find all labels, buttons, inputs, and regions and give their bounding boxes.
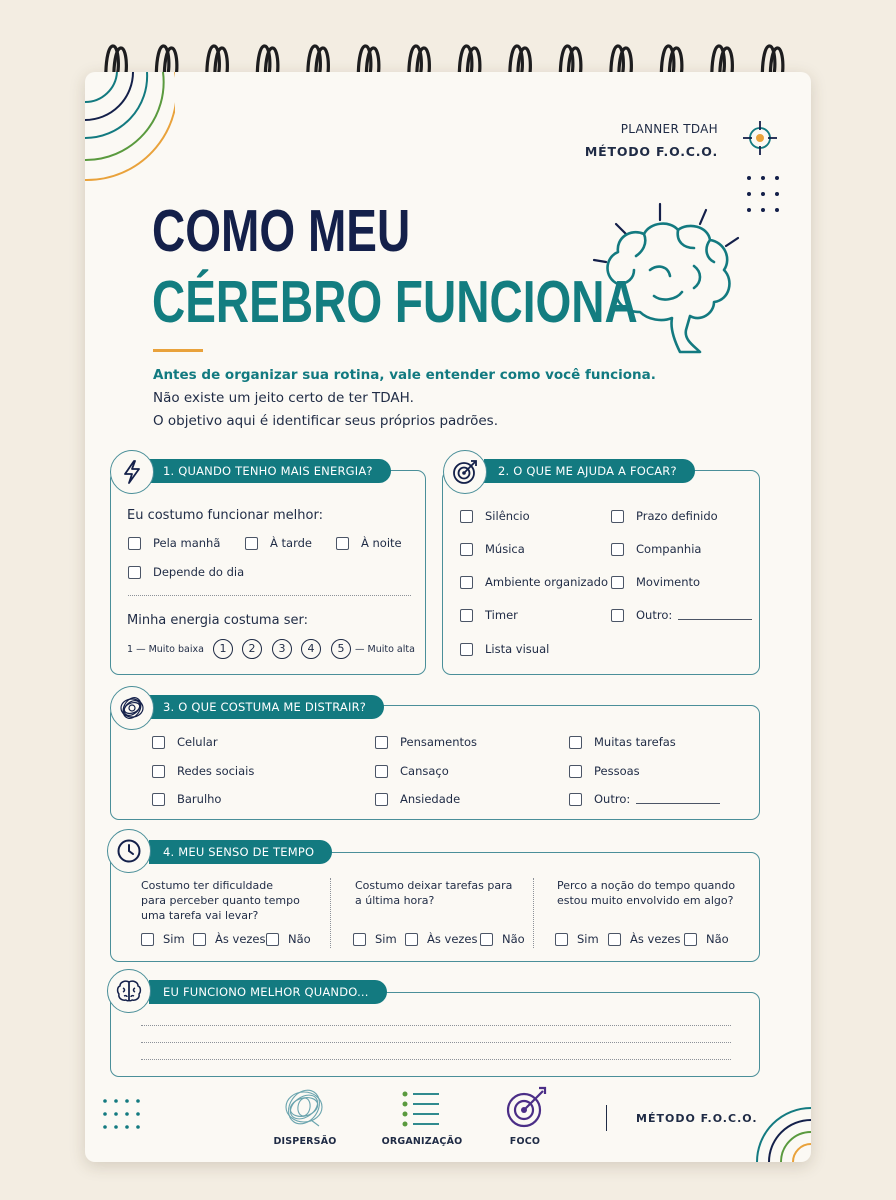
- footer-foco: FOCO: [509, 1136, 541, 1147]
- q3-nao[interactable]: [684, 932, 729, 946]
- energy-prompt: Eu costumo funcionar melhor:: [127, 508, 323, 523]
- intro-line-3: O objetivo aqui é identificar seus próprios padrões.: [153, 413, 499, 429]
- section-time-title: 4. MEU SENSO DE TEMPO: [149, 840, 332, 864]
- scale-3[interactable]: 3: [272, 639, 292, 659]
- time-question-1: Costumo ter dificuldade para perceber quanto tempo uma tarefa vai levar?: [141, 879, 300, 922]
- checkbox[interactable]: [480, 933, 493, 946]
- brain-icon: [590, 200, 750, 360]
- checkbox[interactable]: [611, 576, 624, 589]
- planner-label: PLANNER TDAH: [620, 122, 718, 136]
- checkbox[interactable]: [375, 793, 388, 806]
- checkbox[interactable]: [141, 933, 154, 946]
- checkbox[interactable]: [460, 643, 473, 656]
- column-divider: [533, 878, 534, 948]
- focus-ambiente-organizado[interactable]: [460, 575, 608, 589]
- checklist-icon: [401, 1089, 443, 1129]
- checkbox[interactable]: [405, 933, 418, 946]
- target-icon-circle: [443, 450, 487, 494]
- scale-high-label: — Muito alta: [355, 644, 415, 655]
- checkbox[interactable]: [152, 765, 165, 778]
- lightning-icon: [120, 459, 144, 485]
- option-label: Depende do dia: [153, 565, 245, 579]
- section-focus-title: 2. O QUE ME AJUDA A FOCAR?: [484, 459, 695, 483]
- option-label: Sim: [375, 932, 397, 946]
- checkbox[interactable]: [336, 537, 349, 550]
- focus-prazo-definido[interactable]: [611, 509, 718, 523]
- scale-1[interactable]: 1: [213, 639, 233, 659]
- q1-as-vezes[interactable]: [193, 932, 266, 946]
- write-in-line[interactable]: [678, 610, 752, 620]
- metodo-word: MÉTODO: [584, 144, 651, 159]
- option-label: Timer: [485, 608, 518, 622]
- focus-timer[interactable]: [460, 608, 518, 622]
- title-underline: [153, 349, 203, 352]
- focus-silencio[interactable]: [460, 509, 530, 523]
- checkbox[interactable]: [460, 510, 473, 523]
- option-label: Não: [706, 932, 729, 946]
- focus-lista-visual[interactable]: [460, 642, 549, 656]
- scale-low-label: 1 — Muito baixa: [127, 644, 204, 655]
- energy-scale-prompt: Minha energia costuma ser:: [127, 613, 308, 628]
- dispersao-scribble-icon: [281, 1086, 327, 1130]
- scale-5[interactable]: 5: [331, 639, 351, 659]
- crosshair-target-icon: [742, 120, 778, 156]
- option-label: Ansiedade: [400, 792, 461, 806]
- distraction-cansaco[interactable]: [375, 764, 449, 778]
- write-line-1[interactable]: [141, 1025, 731, 1026]
- tangled-scribble-icon: [118, 694, 146, 722]
- corner-arcs-decoration-bottom: [747, 1076, 811, 1162]
- q1-sim[interactable]: [141, 932, 185, 946]
- option-label: Pela manhã: [153, 536, 221, 550]
- scale-4[interactable]: 4: [301, 639, 321, 659]
- write-line-2[interactable]: [141, 1042, 731, 1043]
- write-in-line[interactable]: [636, 794, 720, 804]
- option-label: Muitas tarefas: [594, 735, 676, 749]
- option-label: Silêncio: [485, 509, 530, 523]
- title-line-1: COMO MEU: [152, 198, 411, 264]
- notebook-page: [85, 72, 811, 1162]
- option-label: Às vezes: [215, 932, 266, 946]
- distraction-redes-sociais[interactable]: [152, 764, 254, 778]
- checkbox[interactable]: [353, 933, 366, 946]
- distraction-pessoas[interactable]: [569, 764, 640, 778]
- checkbox[interactable]: [569, 736, 582, 749]
- checkbox[interactable]: [608, 933, 621, 946]
- option-label: Barulho: [177, 792, 222, 806]
- option-label: Movimento: [636, 575, 701, 589]
- q1-nao[interactable]: [266, 932, 311, 946]
- option-label: Ambiente organizado: [485, 575, 608, 589]
- metodo-label: [585, 144, 718, 159]
- title-line-2: CÉREBRO FUNCIONA: [152, 269, 638, 335]
- q2-nao[interactable]: [480, 932, 525, 946]
- checkbox[interactable]: [128, 537, 141, 550]
- section-energy-title: 1. QUANDO TENHO MAIS ENERGIA?: [149, 459, 391, 483]
- column-divider: [330, 878, 331, 948]
- focus-musica[interactable]: [460, 542, 525, 556]
- footer-organizacao: ORGANIZAÇÃO: [381, 1136, 463, 1147]
- checkbox[interactable]: [245, 537, 258, 550]
- option-depende-do-dia[interactable]: [128, 565, 244, 579]
- checkbox[interactable]: [460, 609, 473, 622]
- option-label: À noite: [361, 536, 402, 550]
- option-label: Cansaço: [400, 764, 449, 778]
- footer-separator: [606, 1105, 607, 1131]
- q2-sim[interactable]: [353, 932, 397, 946]
- distraction-barulho[interactable]: [152, 792, 221, 806]
- focus-companhia[interactable]: [611, 542, 701, 556]
- intro-line-2: Não existe um jeito certo de ter TDAH.: [153, 390, 414, 406]
- footer-dot-grid: [102, 1098, 146, 1136]
- checkbox[interactable]: [266, 933, 279, 946]
- option-label: Pessoas: [594, 764, 640, 778]
- checkbox[interactable]: [193, 933, 206, 946]
- checkbox[interactable]: [375, 765, 388, 778]
- option-label: Sim: [577, 932, 599, 946]
- dot-grid-decoration: [745, 174, 785, 224]
- target-arrow-icon: [451, 458, 479, 486]
- focus-target-icon: [503, 1086, 551, 1130]
- q3-sim[interactable]: [555, 932, 599, 946]
- section-best-title: EU FUNCIONO MELHOR QUANDO...: [149, 980, 387, 1004]
- distraction-muitas-tarefas[interactable]: [569, 735, 676, 749]
- distraction-celular[interactable]: [152, 735, 218, 749]
- option-label: Prazo definido: [636, 509, 718, 523]
- q2-as-vezes[interactable]: [405, 932, 478, 946]
- checkbox[interactable]: [611, 543, 624, 556]
- checkbox[interactable]: [555, 933, 568, 946]
- clock-icon: [116, 838, 142, 864]
- divider-dotted: [128, 595, 411, 596]
- q3-as-vezes[interactable]: [608, 932, 681, 946]
- focus-movimento[interactable]: [611, 575, 700, 589]
- option-a-tarde[interactable]: [245, 536, 312, 550]
- option-label: Às vezes: [427, 932, 478, 946]
- option-label: Outro:: [594, 792, 631, 806]
- brain-small-icon: [116, 979, 142, 1003]
- scribble-icon-circle: [110, 686, 154, 730]
- option-label: Às vezes: [630, 932, 681, 946]
- distraction-ansiedade[interactable]: [375, 792, 460, 806]
- focus-outro[interactable]: [611, 608, 752, 622]
- clock-icon-circle: [107, 829, 151, 873]
- checkbox[interactable]: [611, 510, 624, 523]
- checkbox[interactable]: [569, 765, 582, 778]
- option-label: Celular: [177, 735, 218, 749]
- distraction-outro[interactable]: [569, 792, 720, 806]
- checkbox[interactable]: [684, 933, 697, 946]
- intro-highlight: Antes de organizar sua rotina, vale entender como você funciona.: [153, 367, 656, 383]
- section-best-box: [110, 992, 760, 1077]
- lightning-icon-circle: [110, 450, 154, 494]
- option-label: Sim: [163, 932, 185, 946]
- option-label: Música: [485, 542, 525, 556]
- checkbox[interactable]: [460, 543, 473, 556]
- checkbox[interactable]: [128, 566, 141, 579]
- option-label: À tarde: [270, 536, 312, 550]
- option-label: Não: [288, 932, 311, 946]
- checkbox[interactable]: [375, 736, 388, 749]
- option-label: Pensamentos: [400, 735, 478, 749]
- footer-dispersao: DISPERSÃO: [273, 1136, 337, 1147]
- time-question-3: Perco a noção do tempo quando estou muito envolvido em algo?: [557, 879, 736, 907]
- scale-2[interactable]: 2: [242, 639, 262, 659]
- metodo-code: F.O.C.O.: [656, 144, 718, 159]
- distraction-pensamentos[interactable]: [375, 735, 477, 749]
- time-question-2: Costumo deixar tarefas para a última hora?: [355, 879, 513, 907]
- option-label: Redes sociais: [177, 764, 255, 778]
- corner-arcs-decoration: [85, 72, 175, 182]
- write-line-3[interactable]: [141, 1059, 731, 1060]
- brain-small-icon-circle: [107, 969, 151, 1013]
- checkbox[interactable]: [460, 576, 473, 589]
- checkbox[interactable]: [152, 793, 165, 806]
- option-label: Companhia: [636, 542, 702, 556]
- option-pela-manha[interactable]: [128, 536, 220, 550]
- option-a-noite[interactable]: [336, 536, 402, 550]
- option-label: Lista visual: [485, 642, 550, 656]
- checkbox[interactable]: [611, 609, 624, 622]
- option-label: Outro:: [636, 608, 673, 622]
- option-label: Não: [502, 932, 525, 946]
- footer-metodo: MÉTODO F.O.C.O.: [636, 1112, 758, 1125]
- checkbox[interactable]: [569, 793, 582, 806]
- section-distraction-title: 3. O QUE COSTUMA ME DISTRAIR?: [149, 695, 384, 719]
- checkbox[interactable]: [152, 736, 165, 749]
